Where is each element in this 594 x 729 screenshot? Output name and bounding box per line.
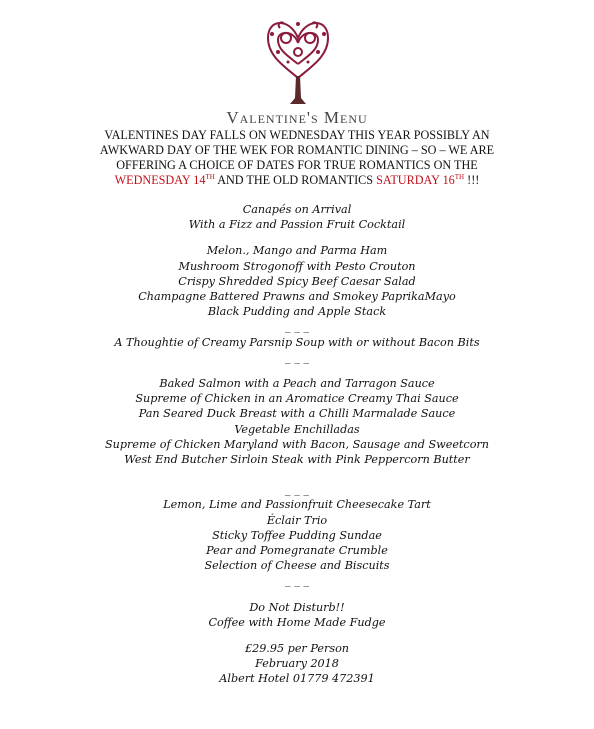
saturday-label: SATURDAY 16 <box>376 173 455 187</box>
separator: _ _ _ <box>285 483 309 497</box>
saturday-sup: TH <box>454 172 465 181</box>
canape-item: With a Fizz and Passion Fruit Cocktail <box>188 218 406 232</box>
intro-part-3: !!! <box>464 173 480 187</box>
wednesday-label: WEDNESDAY 14 <box>114 173 206 187</box>
starter-item: Champagne Battered Prawns and Smokey PaprikaMayo <box>138 290 456 304</box>
menu-list <box>0 202 594 687</box>
footer-line: February 2018 <box>255 657 339 671</box>
wednesday-sup: TH <box>205 172 215 181</box>
page-title: Valentine's Menu <box>226 108 368 127</box>
intro-part-1: VALENTINES DAY FALLS ON WEDNESDAY THIS YEAR POSSIBLY AN AWKWARD DAY OF THE WEK FOR ROMANTIC DINING – SO – WE ARE OFFERING A CHOICE OF DATES FOR TRUE ROMANTICS ON THE <box>99 128 495 172</box>
dessert-item: Selection of Cheese and Biscuits <box>204 559 390 573</box>
intro-text <box>80 128 514 188</box>
separator: _ _ _ <box>285 574 309 588</box>
soup-item: A Thoughtie of Creamy Parsnip Soup with or without Bacon Bits <box>114 335 480 349</box>
main-item: Supreme of Chicken in an Aromatice Creamy Thai Sauce <box>135 392 459 406</box>
heart-tree-icon <box>260 8 336 108</box>
main-item: Pan Seared Duck Breast with a Chilli Marmalade Sauce <box>138 407 456 421</box>
dessert-item: Éclair Trio <box>266 513 328 527</box>
dessert-item: Lemon, Lime and Passionfruit Cheesecake Tart <box>163 498 431 512</box>
finish-item: Coffee with Home Made Fudge <box>208 615 386 629</box>
starter-item: Mushroom Strogonoff with Pesto Crouton <box>178 259 416 273</box>
finish-item: Do Not Disturb!! <box>249 600 345 614</box>
footer-line: £29.95 per Person <box>244 642 350 656</box>
dessert-item: Pear and Pomegranate Crumble <box>206 544 388 558</box>
main-item: Baked Salmon with a Peach and Tarragon Sauce <box>159 377 435 391</box>
saturday-date <box>376 173 464 187</box>
main-item: Vegetable Enchilladas <box>234 422 360 436</box>
dessert-item: Sticky Toffee Pudding Sundae <box>212 528 382 542</box>
main-item: Supreme of Chicken Maryland with Bacon, Sausage and Sweetcorn <box>105 437 489 451</box>
separator: _ _ _ <box>285 350 309 364</box>
intro-part-2: AND THE OLD ROMANTICS <box>214 173 377 187</box>
main-item: West End Butcher Sirloin Steak with Pink Peppercorn Butter <box>124 453 470 467</box>
separator: _ _ _ <box>285 320 309 334</box>
wednesday-date <box>115 173 215 187</box>
canape-item: Canapés on Arrival <box>242 203 352 216</box>
starter-item: Black Pudding and Apple Stack <box>207 305 387 319</box>
footer-line: Albert Hotel 01779 472391 <box>219 672 375 686</box>
starter-item: Melon., Mango and Parma Ham <box>206 244 388 258</box>
starter-item: Crispy Shredded Spicy Beef Caesar Salad <box>178 274 416 288</box>
